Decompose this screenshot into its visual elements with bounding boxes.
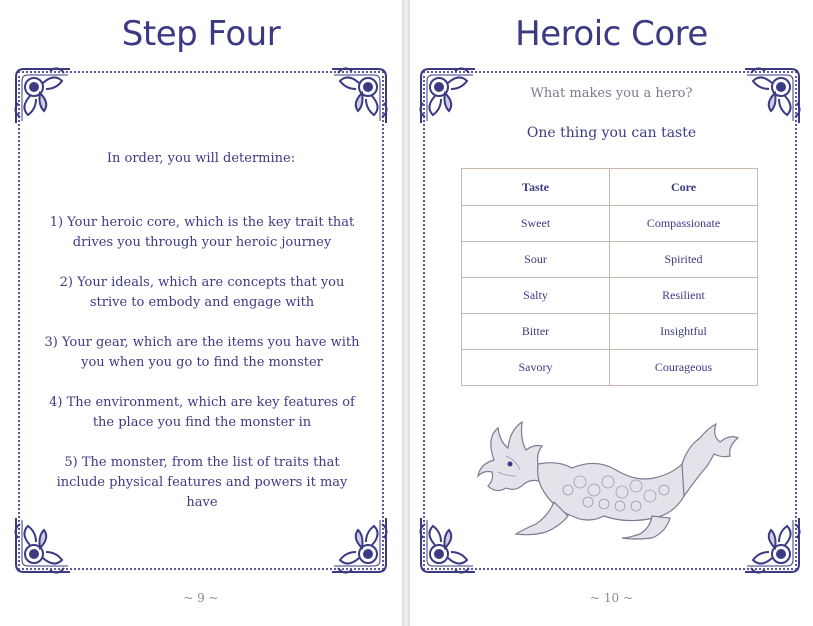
table-row	[462, 206, 758, 242]
table-cell: Compassionate	[610, 206, 758, 242]
table-cell: Courageous	[610, 350, 758, 386]
page-title: Step Four	[121, 14, 281, 54]
table-cell: Sour	[462, 242, 610, 278]
list-item: 5) The monster, from the list of traits that include physical features and powers it may have	[56, 455, 348, 510]
table-row	[462, 278, 758, 314]
list-item: 4) The environment, which are key features of the place you find the monster in	[49, 395, 355, 430]
table-row	[462, 350, 758, 386]
heroic-core-table	[461, 168, 758, 386]
table-cell: Sweet	[462, 206, 610, 242]
page-number: ~ 10 ~	[589, 591, 633, 605]
prompt-text: One thing you can taste	[526, 125, 697, 141]
table-cell: Resilient	[610, 278, 758, 314]
table-cell: Savory	[462, 350, 610, 386]
table-row	[462, 314, 758, 350]
table-cell: Insightful	[610, 314, 758, 350]
table-header-row	[462, 169, 758, 206]
left-page	[0, 0, 402, 626]
column-header-core: Core	[610, 169, 758, 206]
steps-list	[40, 213, 364, 533]
page-title: Heroic Core	[515, 14, 708, 54]
question-text: What makes you a hero?	[530, 86, 693, 101]
table-cell: Bitter	[462, 314, 610, 350]
list-item: 3) Your gear, which are the items you have with you when you go to find the monster	[44, 335, 360, 370]
list-item: 1) Your heroic core, which is the key trait that drives you through your heroic journey	[49, 215, 355, 250]
right-page	[410, 0, 813, 626]
table-cell: Spirited	[610, 242, 758, 278]
corner-ornament-icon	[328, 63, 392, 127]
table-row	[462, 242, 758, 278]
corner-ornament-icon	[10, 63, 74, 127]
page-number: ~ 9 ~	[183, 591, 219, 605]
corner-ornament-icon	[415, 514, 479, 578]
corner-ornament-icon	[741, 514, 805, 578]
intro-text: In order, you will determine:	[106, 151, 296, 166]
table-cell: Salty	[462, 278, 610, 314]
list-item: 2) Your ideals, which are concepts that you strive to embody and engage with	[59, 275, 345, 310]
dragon-illustration-icon	[476, 420, 741, 540]
book-gutter	[402, 0, 410, 626]
column-header-taste: Taste	[462, 169, 610, 206]
